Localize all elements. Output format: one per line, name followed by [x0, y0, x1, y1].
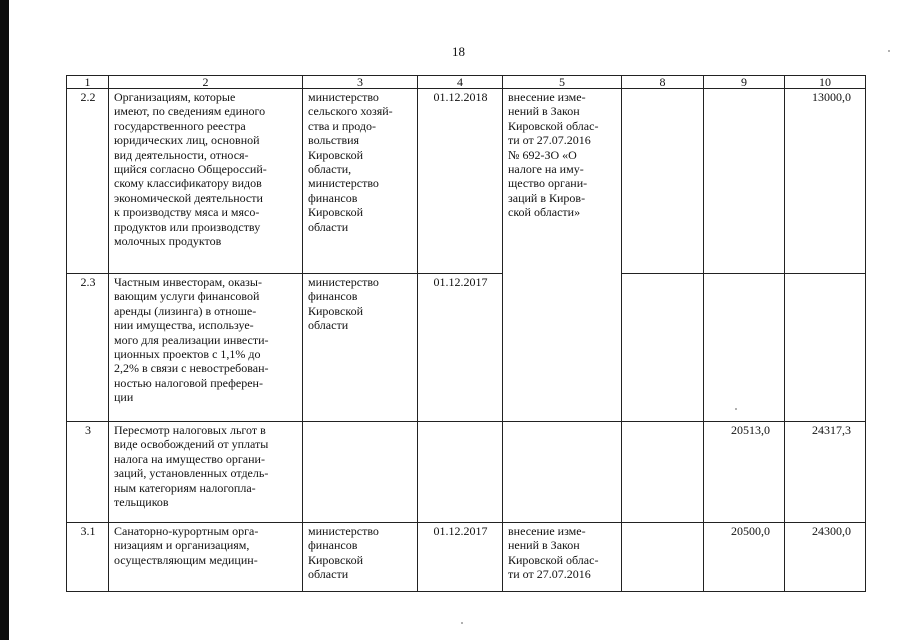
table-header-row — [67, 76, 866, 89]
row-basis: внесение изме- нений в Закон Кировской облас- ти от 27.07.2016 № 692-ЗО «О налоге на иму- щество органи- заций в Киров- ской области» — [503, 89, 622, 422]
scan-speck — [888, 50, 890, 52]
row-col8 — [622, 274, 704, 422]
row-number: 3.1 — [67, 523, 109, 592]
scan-speck — [461, 622, 463, 624]
row-responsible: министерство финансов Кировской области — [303, 274, 418, 422]
header-cell: 10 — [785, 76, 866, 89]
row-number: 2.2 — [67, 89, 109, 274]
row-date: 01.12.2017 — [418, 523, 503, 592]
row-col8 — [622, 422, 704, 523]
row-description: Пересмотр налоговых льгот в виде освобождений от уплаты налога на имущество органи- заций, установленных отдель- ным категориям налогопла- тельщиков — [109, 422, 303, 523]
row-number: 2.3 — [67, 274, 109, 422]
row-description: Санаторно-курортным орга- низациям и организациям, осуществляющим медицин- — [109, 523, 303, 592]
header-cell: 8 — [622, 76, 704, 89]
row-description: Организациям, которые имеют, по сведениям единого государственного реестра юридических лиц, основной вид деятельности, относя- щийся согласно Общероссий- скому классификатору видов экономической деятельности к производству мяса и мясо- продуктов или производству молочных продуктов — [109, 89, 303, 274]
row-col10: 24300,0 — [785, 523, 866, 592]
row-number: 3 — [67, 422, 109, 523]
row-responsible: министерство финансов Кировской области — [303, 523, 418, 592]
header-cell: 4 — [418, 76, 503, 89]
row-col8 — [622, 523, 704, 592]
row-date: 01.12.2018 — [418, 89, 503, 274]
row-description: Частным инвесторам, оказы- вающим услуги финансовой аренды (лизинга) в отноше- нии имущества, используе- мого для реализации инвести- ционных проектов с 1,1% до 2,2% в связи с невостребован- ностью налоговой преферен- ции — [109, 274, 303, 422]
header-cell: 2 — [109, 76, 303, 89]
row-responsible: министерство сельского хозяй- ства и продо- вольствия Кировской области, министерство финансов Кировской области — [303, 89, 418, 274]
header-cell: 1 — [67, 76, 109, 89]
row-col9 — [704, 89, 785, 274]
header-cell: 5 — [503, 76, 622, 89]
header-cell: 9 — [704, 76, 785, 89]
row-basis — [503, 422, 622, 523]
table-row — [67, 274, 866, 422]
row-col9 — [704, 274, 785, 422]
row-responsible — [303, 422, 418, 523]
row-date — [418, 422, 503, 523]
page-number: 18 — [452, 44, 465, 59]
row-col8 — [622, 89, 704, 274]
table-row — [67, 422, 866, 523]
table-row — [67, 89, 866, 274]
row-basis: внесение изме- нений в Закон Кировской облас- ти от 27.07.2016 — [503, 523, 622, 592]
row-col10: 24317,3 — [785, 422, 866, 523]
row-col10: 13000,0 — [785, 89, 866, 274]
row-date: 01.12.2017 — [418, 274, 503, 422]
scan-edge-bar — [0, 0, 9, 640]
scan-speck — [735, 408, 737, 410]
document-table — [66, 75, 866, 592]
row-col9: 20513,0 — [704, 422, 785, 523]
header-cell: 3 — [303, 76, 418, 89]
row-col9: 20500,0 — [704, 523, 785, 592]
row-col10 — [785, 274, 866, 422]
table-row — [67, 523, 866, 592]
